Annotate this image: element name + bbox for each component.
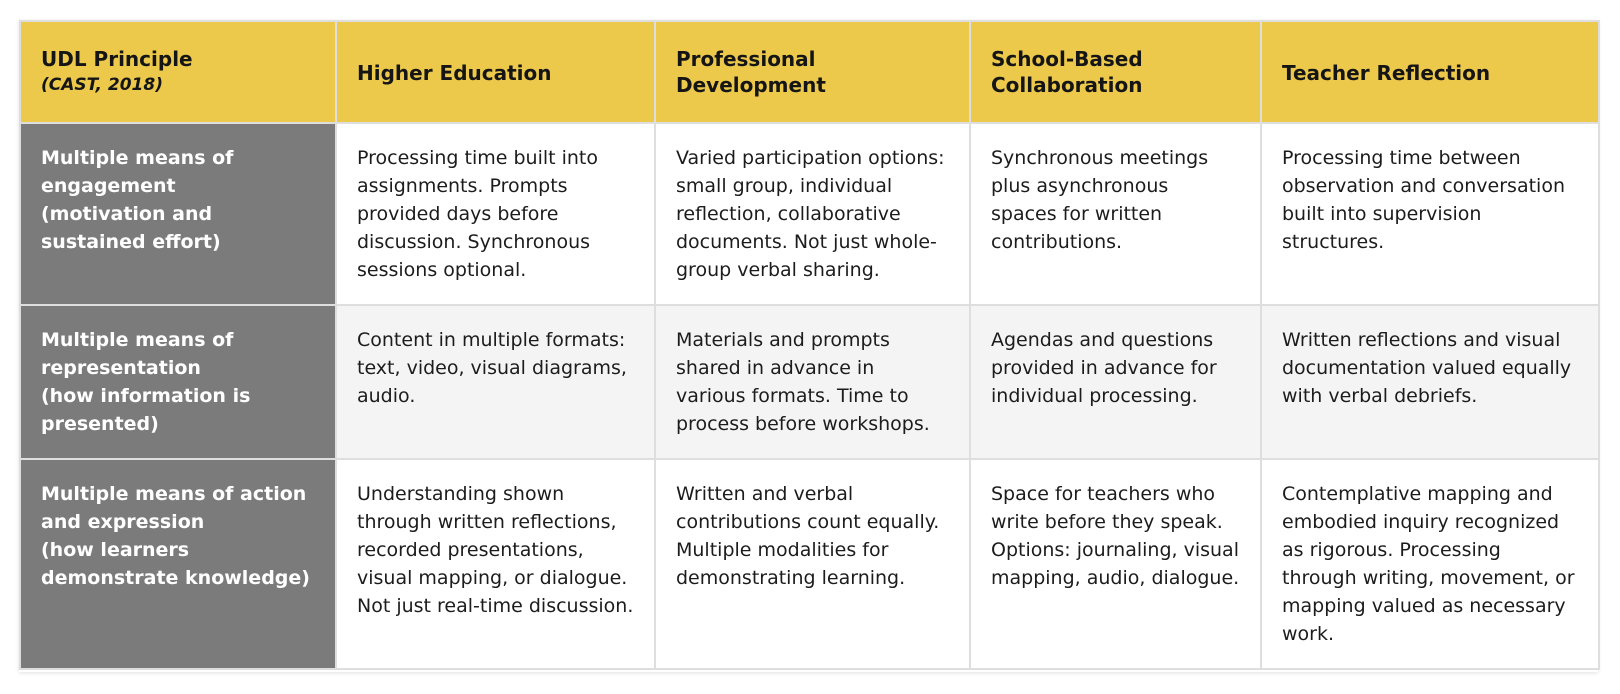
- cell-action-school-collaboration: Space for teachers who write before they speak. Options: journaling, visual mapping, audio, dialogue.: [970, 459, 1261, 669]
- cell-engagement-professional-development: Varied participation options: small group, individual reflection, collaborative documents. Not just whole-group verbal sharing.: [655, 123, 970, 305]
- cell-representation-teacher-reflection: Written reflections and visual documentation valued equally with verbal debriefs.: [1261, 305, 1599, 459]
- header-udl-principle: [20, 21, 336, 123]
- principle-name: Multiple means of action and expression: [41, 483, 307, 533]
- cell-action-professional-development: Written and verbal contributions count equally. Multiple modalities for demonstrating learning.: [655, 459, 970, 669]
- cell-action-higher-education: Understanding shown through written reflections, recorded presentations, visual mapping, or dialogue. Not just real-time discussion.: [336, 459, 655, 669]
- principle-description: (how learners demonstrate knowledge): [41, 539, 310, 589]
- principle-name: Multiple means of representation: [41, 329, 234, 379]
- header-higher-education: Higher Education: [336, 21, 655, 123]
- header-principle-label: UDL Principle: [41, 47, 193, 71]
- table-row: [20, 123, 1599, 305]
- cell-representation-school-collaboration: Agendas and questions provided in advance for individual processing.: [970, 305, 1261, 459]
- cell-engagement-higher-education: Processing time built into assignments. Prompts provided days before discussion. Synchronous sessions optional.: [336, 123, 655, 305]
- cell-engagement-school-collaboration: Synchronous meetings plus asynchronous spaces for written contributions.: [970, 123, 1261, 305]
- header-professional-development: Professional Development: [655, 21, 970, 123]
- cell-engagement-teacher-reflection: Processing time between observation and conversation built into supervision structures.: [1261, 123, 1599, 305]
- udl-table-container: [19, 20, 1598, 672]
- udl-principles-table: [19, 20, 1600, 670]
- cell-action-teacher-reflection: Contemplative mapping and embodied inquiry recognized as rigorous. Processing through writing, movement, or mapping valued as necessary work.: [1261, 459, 1599, 669]
- principle-description: (how information is presented): [41, 385, 251, 435]
- header-teacher-reflection: Teacher Reflection: [1261, 21, 1599, 123]
- row-header-representation: [20, 305, 336, 459]
- row-header-action-expression: [20, 459, 336, 669]
- header-school-based-collaboration: School-Based Collaboration: [970, 21, 1261, 123]
- principle-name: Multiple means of engagement: [41, 147, 234, 197]
- header-row: [20, 21, 1599, 123]
- table-body: [20, 123, 1599, 669]
- table-row: [20, 459, 1599, 669]
- table-row: [20, 305, 1599, 459]
- cell-representation-higher-education: Content in multiple formats: text, video, visual diagrams, audio.: [336, 305, 655, 459]
- row-header-engagement: [20, 123, 336, 305]
- principle-description: (motivation and sustained effort): [41, 203, 221, 253]
- header-citation: (CAST, 2018): [41, 75, 163, 95]
- table-header: [20, 21, 1599, 123]
- cell-representation-professional-development: Materials and prompts shared in advance in various formats. Time to process before workshops.: [655, 305, 970, 459]
